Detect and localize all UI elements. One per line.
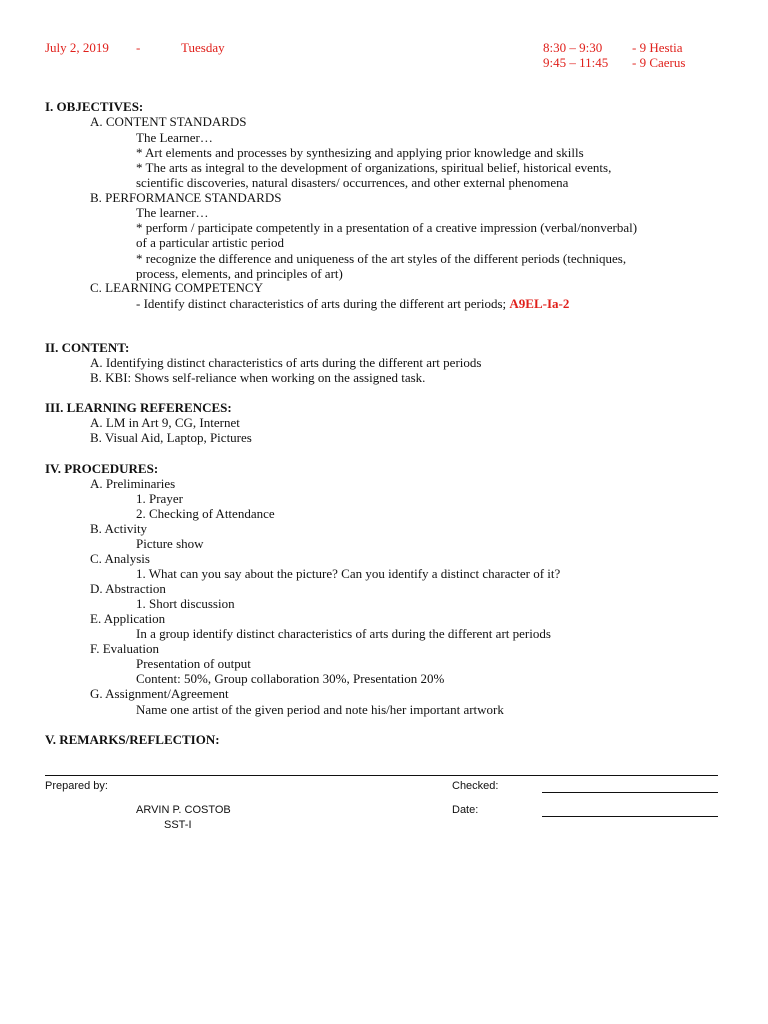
procedures-heading: IV. PROCEDURES:: [45, 461, 159, 476]
content-standards-line: * Art elements and processes by synthesizing and applying prior knowledge and skills: [136, 145, 584, 160]
performance-standards-line: of a particular artistic period: [136, 235, 284, 250]
procedure-detail: In a group identify distinct characteristics of arts during the different art periods: [136, 626, 551, 641]
procedure-detail: 2. Checking of Attendance: [136, 506, 275, 521]
lesson-date: July 2, 2019: [45, 40, 109, 55]
performance-standards-line: process, elements, and principles of art): [136, 266, 343, 281]
procedure-step: C. Analysis: [90, 551, 150, 566]
content-line: A. Identifying distinct characteristics of arts during the different art periods: [90, 355, 482, 370]
teacher-position: SST-I: [164, 819, 192, 831]
learning-competency-line: [136, 296, 569, 311]
remarks-heading: V. REMARKS/REFLECTION:: [45, 732, 220, 747]
performance-standards-line: The learner…: [136, 205, 209, 220]
procedure-step: D. Abstraction: [90, 581, 166, 596]
procedure-step: F. Evaluation: [90, 641, 160, 656]
schedule-section-1: - 9 Hestia: [632, 40, 683, 55]
date-label: Date:: [452, 804, 479, 816]
performance-standards-line: * recognize the difference and uniqueness of the art styles of the different periods (techniques,: [136, 251, 627, 266]
procedure-detail: Picture show: [136, 536, 204, 551]
competency-code: A9EL-Ia-2: [509, 296, 570, 311]
procedure-step: B. Activity: [90, 521, 148, 536]
reference-line: B. Visual Aid, Laptop, Pictures: [90, 430, 252, 445]
content-heading: II. CONTENT:: [45, 340, 130, 355]
procedure-step: G. Assignment/Agreement: [90, 686, 229, 701]
procedure-detail: 1. Short discussion: [136, 596, 235, 611]
procedure-detail: 1. What can you say about the picture? Can you identify a distinct character of it?: [136, 566, 561, 581]
checked-label: Checked:: [452, 780, 499, 792]
procedure-detail: Content: 50%, Group collaboration 30%, Presentation 20%: [136, 671, 445, 686]
procedure-step: E. Application: [90, 611, 166, 626]
date-dash: -: [136, 40, 141, 55]
references-heading: III. LEARNING REFERENCES:: [45, 400, 232, 415]
checked-signature-line: [542, 792, 718, 793]
schedule-section-2: - 9 Caerus: [632, 55, 686, 70]
lesson-day: Tuesday: [181, 40, 225, 55]
content-standards-line: * The arts as integral to the development of organizations, spiritual belief, historical events,: [136, 160, 612, 175]
learning-competency-text: - Identify distinct characteristics of arts during the different art periods;: [136, 296, 507, 311]
learning-competency-heading: C. LEARNING COMPETENCY: [90, 280, 263, 295]
prepared-by-label: Prepared by:: [45, 780, 108, 792]
date-signature-line: [542, 816, 718, 817]
content-standards-line: scientific discoveries, natural disasters/ occurrences, and other external phenomena: [136, 175, 569, 190]
procedure-detail: Presentation of output: [136, 656, 251, 671]
schedule-time-1: 8:30 – 9:30: [543, 40, 603, 55]
procedure-step: A. Preliminaries: [90, 476, 176, 491]
content-standards-heading: A. CONTENT STANDARDS: [90, 114, 247, 129]
objectives-heading: I. OBJECTIVES:: [45, 99, 144, 114]
divider-line: [45, 775, 718, 776]
content-standards-line: The Learner…: [136, 130, 213, 145]
content-line: B. KBI: Shows self-reliance when working on the assigned task.: [90, 370, 426, 385]
reference-line: A. LM in Art 9, CG, Internet: [90, 415, 240, 430]
schedule-time-2: 9:45 – 11:45: [543, 55, 609, 70]
procedure-detail: 1. Prayer: [136, 491, 183, 506]
performance-standards-line: * perform / participate competently in a presentation of a creative impression (verbal/nonverbal): [136, 220, 638, 235]
teacher-name: ARVIN P. COSTOB: [136, 804, 231, 816]
procedure-detail: Name one artist of the given period and note his/her important artwork: [136, 702, 504, 717]
performance-standards-heading: B. PERFORMANCE STANDARDS: [90, 190, 282, 205]
